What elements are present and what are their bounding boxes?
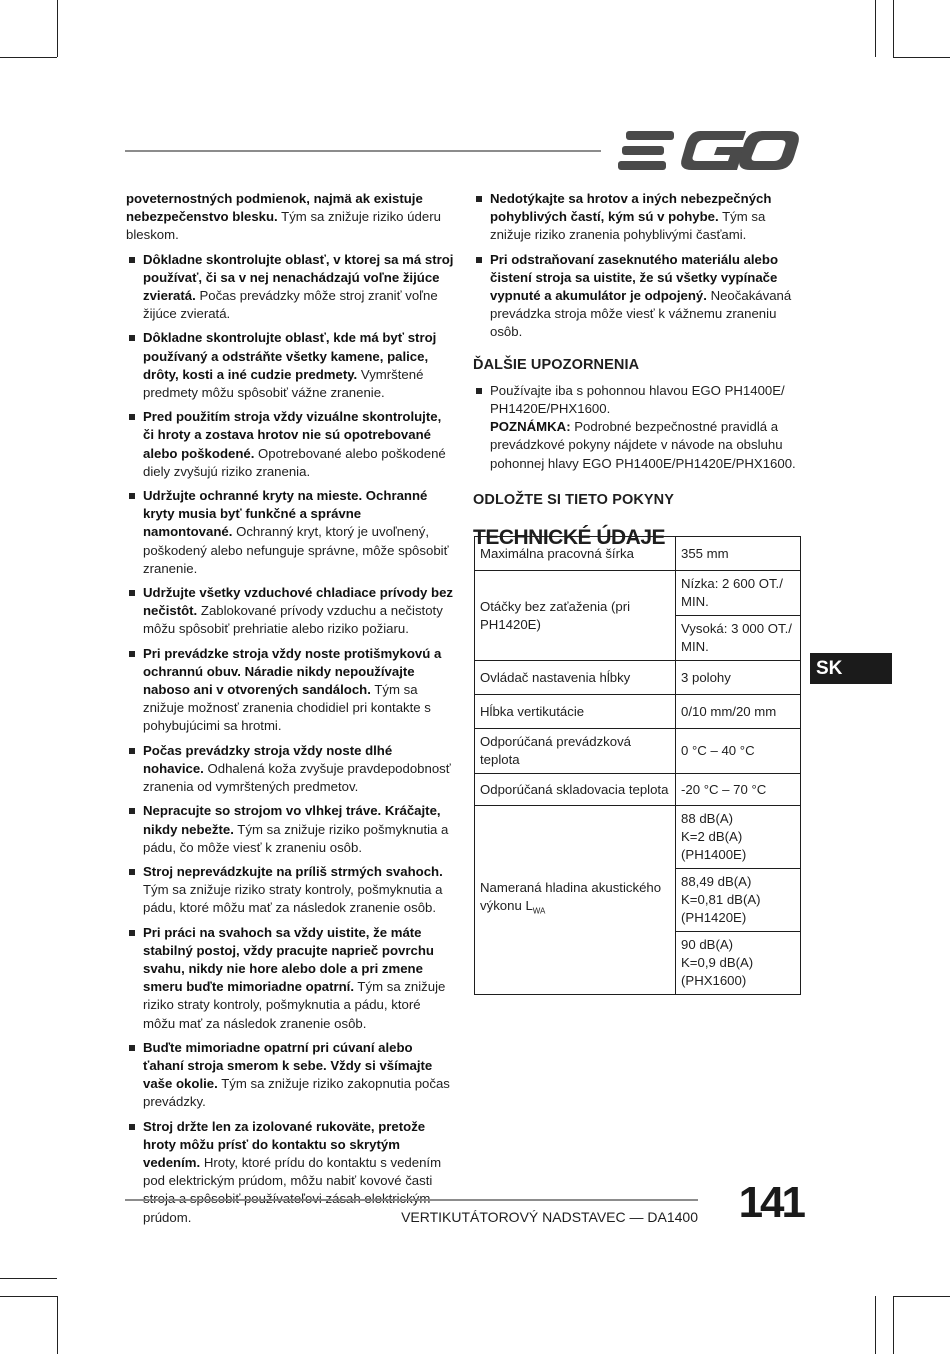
sound-label: Nameraná hladina akustického výkonu L — [480, 880, 662, 914]
bullet-square-icon — [476, 388, 482, 394]
bullet-square-icon — [129, 590, 135, 596]
warning-text: Ochranný kryt, ktorý je uvoľnený, poškodený alebo nefunguje správne, môže spôsobiť zranenie. — [143, 524, 449, 576]
table-cell: Odporúčaná prevádzková teplota — [475, 729, 676, 774]
table-cell: 3 polohy — [676, 661, 801, 695]
warning-bold: Stroj držte len za izolované rukoväte, pretože hroty môžu prísť do kontaktu so skrytým vedením. — [143, 1118, 426, 1170]
warning-text: Tým sa znižuje riziko straty kontroly, pošmyknutia a pádu, ktoré môžu mať za následok zranenie osôb. — [143, 882, 443, 916]
sound-value: 90 dB(A) — [681, 937, 734, 952]
left-column — [126, 190, 454, 1233]
table-cell: Hĺbka vertikutácie — [475, 695, 676, 729]
sound-value: (PHX1600) — [681, 973, 747, 988]
warning-bold: Nedotýkajte sa hrotov a iných nebezpečných pohyblivých častí, kým sú v pohybe. — [490, 191, 772, 225]
bullet-square-icon — [129, 930, 135, 936]
list-item — [126, 408, 454, 481]
bullet-square-icon — [129, 335, 135, 341]
bullet-square-icon — [129, 1124, 135, 1130]
table-cell: Odporúčaná skladovacia teplota — [475, 774, 676, 806]
bullet-square-icon — [129, 651, 135, 657]
table-cell: 0 °C – 40 °C — [676, 729, 801, 774]
warning-bold: poveternostných podmienok, najmä ak existuje nebezpečenstvo blesku. — [126, 191, 423, 225]
sound-value: K=2 dB(A) — [681, 829, 743, 844]
list-item — [126, 742, 454, 797]
footer-rule — [125, 1199, 698, 1201]
crop-mark — [875, 0, 876, 57]
crop-mark — [57, 1296, 58, 1354]
warning-text: Tým sa znižuje riziko zakopnutia počas prevádzky. — [143, 1076, 450, 1110]
table-cell — [676, 869, 801, 932]
table-cell: 0/10 mm/20 mm — [676, 695, 801, 729]
warning-text: Tým sa znižuje riziko úderu bleskom. — [126, 209, 441, 243]
warning-bold: Udržujte ochranné kryty na mieste. Ochranné kryty musia byť funkčné a správne namontované. — [143, 488, 428, 540]
table-cell: Otáčky bez zaťaženia (pri PH1420E) — [475, 571, 676, 661]
paragraph — [126, 190, 454, 245]
table-row — [475, 661, 801, 695]
bullet-square-icon — [129, 1045, 135, 1051]
list-item — [126, 863, 454, 918]
warning-bold: Stroj neprevádzkujte na príliš strmých svahoch. — [143, 863, 443, 879]
table-cell — [475, 806, 676, 995]
crop-mark — [893, 0, 894, 57]
table-cell: Maximálna pracovná šírka — [475, 537, 676, 571]
crop-mark — [893, 57, 950, 58]
list-item — [126, 487, 454, 578]
crop-mark — [0, 1296, 57, 1297]
table-row — [475, 774, 801, 806]
list-item — [473, 190, 803, 245]
bullet-square-icon — [129, 869, 135, 875]
list-item — [126, 584, 454, 639]
bullet-square-icon — [129, 493, 135, 499]
warning-bold: Dôkladne skontrolujte oblasť, kde má byť stroj používaný a odstráňte všetky kamene, palice, drôty, kosti a iné cudzie predmety. — [143, 330, 437, 382]
warning-text: Vymrštené predmety môžu spôsobiť vážne zranenie. — [143, 366, 424, 401]
table-cell — [676, 806, 801, 869]
footer-title: VERTIKUTÁTOROVÝ NADSTAVEC — DA1400 — [401, 1209, 698, 1225]
warning-text: Odhalená koža zvyšuje pravdepodobnosť zranenia od vymrštených predmetov. — [143, 760, 451, 795]
note-text: Podrobné bezpečnostné pravidlá a prevádzkové pokyny nájdete v návode na obsluhu pohonnej hlavy EGO PH1400E/PH1420E/PHX1600. — [490, 419, 796, 471]
warning-text: Počas prevádzky môže stroj zraniť voľne žijúce zvieratá. — [143, 288, 438, 322]
warning-bold: Nepracujte so strojom vo vlhkej tráve. Kráčajte, nikdy nebežte. — [143, 803, 441, 837]
list-item — [126, 645, 454, 736]
section-heading-more-warnings: ĎALŠIE UPOZORNENIA — [473, 356, 640, 373]
sound-value: 88,49 dB(A) — [681, 874, 752, 889]
bullet-square-icon — [476, 257, 482, 263]
crop-mark — [893, 1296, 950, 1297]
sound-value: (PH1420E) — [681, 910, 747, 925]
table-cell: 355 mm — [676, 537, 801, 571]
table-row — [475, 806, 801, 869]
note-label: POZNÁMKA: — [490, 419, 571, 435]
language-tab: SK — [810, 653, 892, 684]
page-number: 141 — [738, 1178, 803, 1227]
warning-bold: Dôkladne skontrolujte oblasť, v ktorej sa má stroj používať, či sa v nej nenachádzajú voľne žijúce zvieratá. — [143, 251, 454, 304]
list-item — [126, 329, 454, 402]
section-heading-technical-data: TECHNICKÉ ÚDAJE — [473, 526, 666, 550]
sound-label-subscript: WA — [532, 906, 546, 916]
header-rule — [125, 150, 601, 152]
section-heading-keep-instructions: ODLOŽTE SI TIETO POKYNY — [473, 491, 675, 508]
table-row — [475, 571, 801, 616]
list-item — [126, 924, 454, 1033]
warning-text: Tým sa znižuje riziko zranenia pohyblivými časťami. — [490, 209, 766, 243]
warning-text: Neočakávaná prevádzka stroja môže viesť k vážnemu zraneniu osôb. — [490, 288, 792, 340]
table-cell: Nízka: 2 600 OT./ MIN. — [676, 571, 801, 616]
crop-mark — [875, 1296, 876, 1354]
table-cell: -20 °C – 70 °C — [676, 774, 801, 806]
list-item — [126, 1039, 454, 1112]
sound-value: K=0,9 dB(A) — [681, 955, 754, 970]
warning-text: Tým sa znižuje možnosť zranenia chodidiel pri kontakte s pohybujúcimi sa hrotmi. — [143, 682, 431, 734]
table-cell — [676, 932, 801, 995]
warning-text: Používajte iba s pohonnou hlavou EGO PH1400E/ PH1420E/PHX1600. — [490, 382, 785, 417]
sound-value: K=0,81 dB(A) — [681, 892, 761, 907]
warning-text: Tým sa znižuje riziko pošmyknutia a pádu, čo môže viesť k zraneniu osôb. — [143, 821, 449, 855]
table-cell: Vysoká: 3 000 OT./ MIN. — [676, 616, 801, 661]
list-item — [473, 382, 803, 473]
list-item — [126, 802, 454, 857]
warning-text: Tým sa znižuje riziko straty kontroly, pošmyknutia a pádu, ktoré môžu mať za následok zranenie osôb. — [143, 979, 446, 1031]
bullet-square-icon — [476, 196, 482, 202]
right-column — [473, 190, 803, 557]
warning-bold: Pred použitím stroja vždy vizuálne skontrolujte, či hroty a zostava hrotov nie sú opotrebované alebo poškodené. — [143, 409, 442, 461]
bullet-square-icon — [129, 414, 135, 420]
table-cell: Ovládač nastavenia hĺbky — [475, 661, 676, 695]
warning-bold: Buďte mimoriadne opatrní pri cúvaní alebo ťahaní stroja smerom k sebe. Vždy si všímajte vaše okolie. — [143, 1039, 433, 1092]
table-row — [475, 537, 801, 571]
crop-mark — [57, 0, 58, 57]
warning-bold: Udržujte všetky vzduchové chladiace prívody bez nečistôt. — [143, 585, 454, 619]
crop-mark — [0, 57, 57, 58]
warning-text: Opotrebované alebo poškodené diely zvyšujú riziko zranenia. — [143, 445, 446, 479]
list-item — [126, 251, 454, 324]
sound-value: (PH1400E) — [681, 847, 747, 862]
warning-bold: Pri práci na svahoch sa vždy uistite, že máte stabilný postoj, vždy pracujte naprieč povrchu svahu, nikdy nie hore alebo dole a pri zmene smeru buďte mimoriadne opatrní. — [143, 924, 434, 995]
warning-text: Hroty, ktoré prídu do kontaktu s vedením pod elektrickým prúdom, môžu nabiť kovové časti prúdom. — [143, 1154, 442, 1225]
table-row — [475, 695, 801, 729]
warning-bold: Počas prevádzky stroja vždy noste dlhé nohavice. — [143, 742, 393, 776]
warning-text: Zablokované prívody vzduchu a nečistoty môžu spôsobiť prehriatie alebo riziko požiaru. — [143, 603, 443, 637]
list-item — [473, 251, 803, 342]
warning-bold: Pri odstraňovaní zaseknutého materiálu alebo čistení stroja sa uistite, že sú všetky vypínače vypnuté a akumulátor je odpojený. — [490, 251, 779, 304]
bullet-square-icon — [129, 808, 135, 814]
ego-logo — [616, 128, 802, 174]
table-row — [475, 729, 801, 774]
bullet-square-icon — [129, 257, 135, 263]
bullet-square-icon — [129, 748, 135, 754]
crop-mark — [893, 1296, 894, 1354]
spec-table — [474, 536, 801, 995]
sound-value: 88 dB(A) — [681, 811, 734, 826]
warning-bold: Pri prevádzke stroja vždy noste protišmykovú a ochrannú obuv. Náradie nikdy nepoužívajte naboso ani v otvorených sandáloch. — [143, 645, 442, 698]
crop-mark — [0, 1278, 57, 1279]
